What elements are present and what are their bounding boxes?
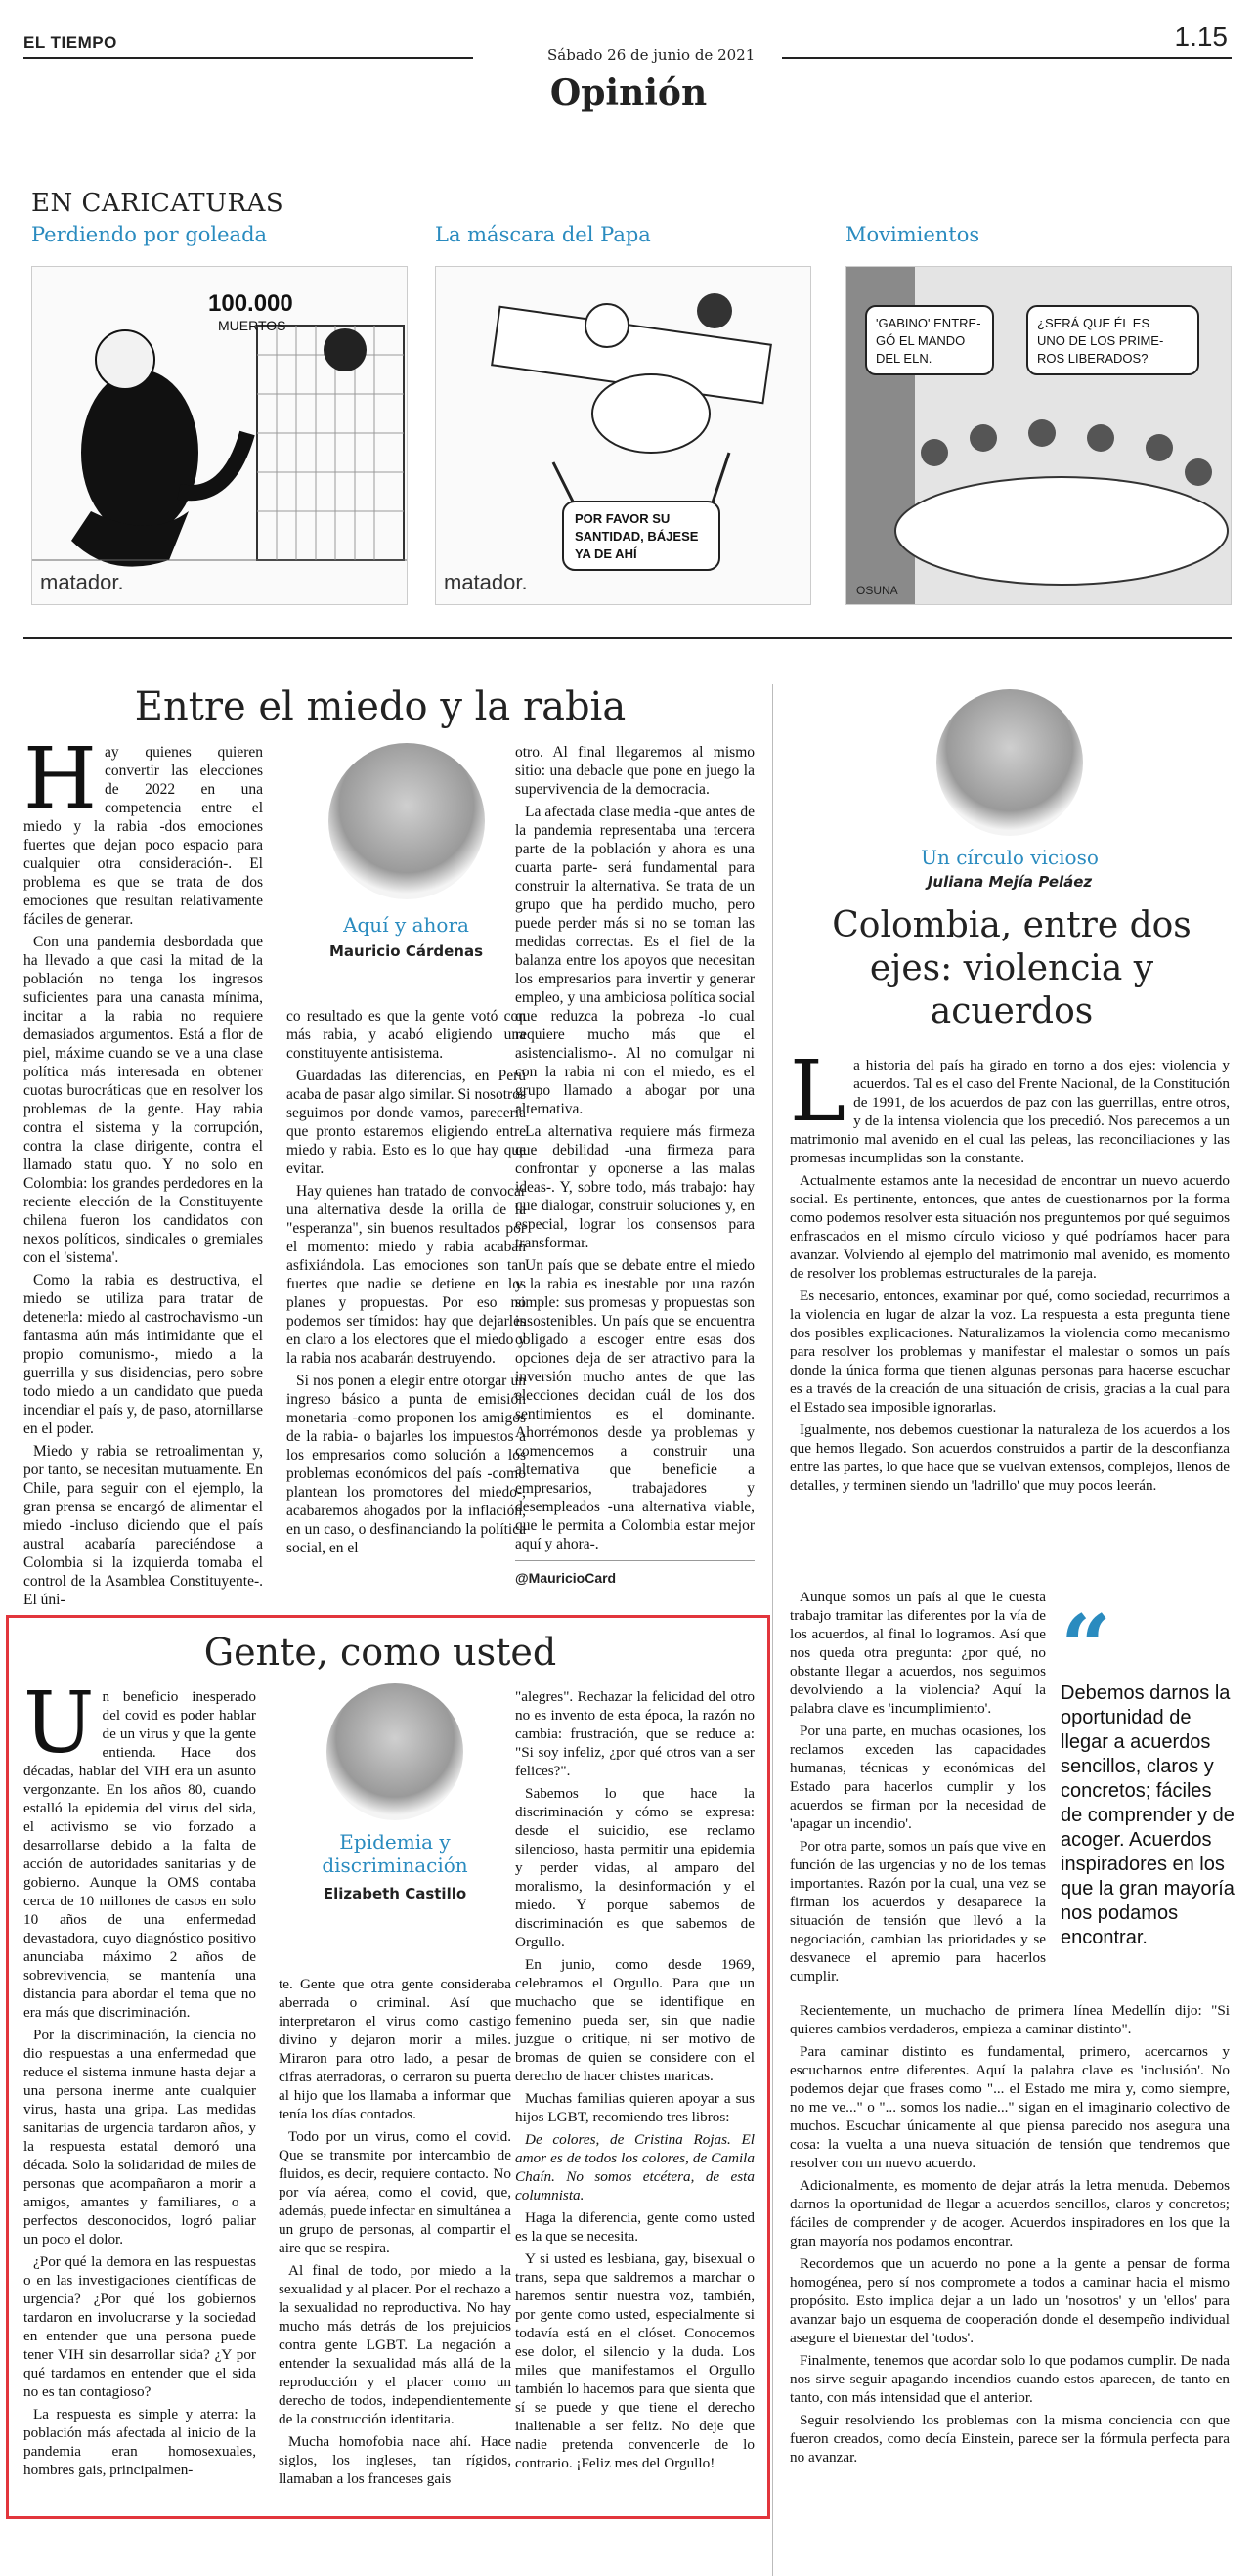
article1-headline: Entre el miedo y la rabia	[134, 684, 627, 729]
article2-p4: Igualmente, nos debemos cuestionar la naturaleza de los acuerdos a los que hemos llegado. Son acuerdos construidos a partir de la desconfianza entre las partes, lo que hace que se vuelvan extensos, complejos, llenos de detalles, y terminen siendo un 'ladrillo' que muy pocos leerán.	[790, 1421, 1230, 1494]
column-divider	[772, 684, 773, 2576]
article3-p2: Por la discriminación, la ciencia no dio respuestas a una enfermedad que reduce el sistema inmune hasta dejar a una persona inerme ante cualquier virus, hasta una gripa. Las medidas sanitarias de urgencia tardaron años, y la respuesta estatal demoró una década. Solo la solidaridad de miles de personas que acompañaron a morir a amigos, amantes y familiares, o a perfectos desconocidos, logró paliar un poco el dolor.	[23, 2027, 256, 2248]
article1-p8: Si nos ponen a elegir entre otorgar un ingreso básico a punta de emisión monetaria -como proponen los amigos de la rabia- o bajarles los impuestos a los empresarios como solución a los problemas económicos del país -como plantean los promotores del miedo-, acabaremos ahogados por la inflación, en un caso, o desfinanciando la política social, en el	[286, 1373, 526, 1556]
article2-tail	[790, 2001, 1230, 2470]
cartoon-3-text-5: UNO DE LOS PRIME-	[1037, 333, 1164, 348]
cartoon-1-drawing	[32, 267, 407, 604]
article2-author: Juliana Mejía Peláez	[927, 873, 1093, 891]
cartoon-3-text-2: GÓ EL MANDO	[876, 333, 966, 348]
author-photo-castillo	[326, 1683, 463, 1820]
pullquote	[1061, 1595, 1235, 1950]
cartoon-1-text-1: 100.000	[208, 290, 293, 317]
cartoon-2-text-3: YA DE AHÍ	[575, 546, 637, 561]
article1-p9: otro. Al final llegaremos al mismo sitio: una debacle que pone en juego la supervivencia de la democracia.	[515, 744, 755, 798]
article3-headline: Gente, como usted	[203, 1631, 557, 1674]
header-rule-left	[23, 57, 473, 59]
article2-headline: Colombia, entre dos ejes: violencia y acuerdos	[832, 905, 1192, 1031]
article1-col1	[23, 730, 263, 1613]
header-rule-right	[782, 57, 1232, 59]
cartoons-heading: EN CARICATURAS	[31, 189, 284, 218]
article1-p1: ay quienes quieren convertir las elecciones de 2022 en una competencia entre el miedo y la rabia -dos emociones fuertes que dejan poco espacio para cualquier otra consideración-. El problema es que se trata de dos emociones que resultan relativamente fáciles de generar.	[23, 744, 263, 928]
article2-p3: Es necesario, entonces, examinar por qué, como sociedad, recurrimos a la violencia en lugar de alzar la voz. La respuesta a esta pregunta tiene dos posibles explicaciones. Naturalizamos la violencia como mecanismo para resolver los problemas y manifestar el malestar o somos un país donde la única forma que tienen algunas personas para hacerse escuchar es a través de la creación de una situación de crisis, gracias a la cual para el Estado sea imposible ignorarlas.	[790, 1288, 1230, 1416]
article1-handle: @MauricioCard	[515, 1570, 617, 1586]
article3-p14: Haga la diferencia, gente como usted es la que se necesita.	[515, 2209, 755, 2245]
article1-column-name: Aquí y ahora	[343, 913, 469, 937]
cartoon-1-text-2: MUERTOS	[218, 318, 286, 333]
article2-p9: Para caminar distinto es fundamental, primero, acercarnos y escucharnos entre diferentes. Aquí la palabra clave es 'inclusión'. No podemos dejar que frases como "... el Estado me mira y, como siempre, no me ve..." o "... somos los nadie..." sigan en el imaginario colectivo de muchos. Escuchar únicamente al que piensa parecido nos asegura una cosa: la vuelta a una nueva situación de tensión que tendremos que resolver con un nuevo acuerdo.	[790, 2043, 1230, 2171]
article3-p9: "alegres". Rechazar la felicidad del otro no es invento de esta época, la razón no cambia: frustración, que se reduce a: "Si soy infeliz, ¿por qué otros van a ser felices?".	[515, 1688, 755, 1779]
cartoon-1-signature: matador.	[40, 570, 124, 594]
article3-byline	[279, 1683, 511, 1902]
article1-dropcap: H	[23, 730, 97, 828]
article3-p3: ¿Por qué la demora en las respuestas o en las investigaciones científicas de urgencia? ¿Por qué los gobiernos tardaron en involucrarse y la sociedad en entender que una persona puede tener VIH sin desarrollar sida? ¿Y por qué tardamos en entender que el sida no es tan contagioso?	[23, 2253, 256, 2400]
article2-p1: a historia del país ha girado en torno a dos ejes: violencia y acuerdos. Tal es el caso del Frente Nacional, de la Constitución de 1991, de los acuerdos de paz con las guerrillas, entre otros, y de la intensa violencia que los precedió. Nos parecemos a un matrimonio mal avenido en el cual las peleas, las reconciliaciones y las promesas incumplidas son la constante.	[790, 1057, 1230, 1166]
issue-date: Sábado 26 de junio de 2021	[547, 46, 756, 64]
section-divider	[23, 637, 1232, 639]
author-photo-cardenas	[328, 743, 485, 899]
article2-p13: Seguir resolviendo los problemas con la misma conciencia con que fueron creados, como decía Einstein, parece ser la fórmula perfecta para no avanzar.	[790, 2412, 1230, 2466]
article2-p5: Aunque somos un país al que le cuesta trabajo tramitar las diferentes por la vía de los acuerdos, al final lo logramos. Así que nos queda otra pregunta: ¿por qué, no obstante llegar a acuerdos, nos seguimos devolviendo a la violencia? Aquí la palabra clave es 'incumplimiento'.	[790, 1589, 1046, 1717]
article2-p6: Por una parte, en muchas ocasiones, los reclamos exceden las capacidades humanas, técnicas y económicas del Estado para hacerlos cumplir y los acuerdos se firman por la necesidad de 'apagar un incendio'.	[790, 1723, 1046, 1832]
article1-p12: Un país que se debate entre el miedo y la rabia es inestable por una razón simple: sus promesas y propuestas son insostenibles. Un país que se encuentra obligado a escoger entre esas dos opciones deja de ser atractivo para la inversión mucho antes de que las elecciones decidan cuál de los dos sentimientos es el dominante. Ahorrémonos desde ya problemas y comencemos a construir una alternativa que beneficie a empresarios, trabajadores y desempleados -una alternativa viable, que le permita a Colombia estar mejor aquí y ahora-.	[515, 1257, 755, 1552]
cartoon-1	[31, 266, 408, 605]
article2-p8: Recientemente, un muchacho de primera línea Medellín dijo: "Si quieres cambios verdaderos, empieza a caminar distinto".	[790, 2002, 1230, 2037]
article3-p15: Y si usted es lesbiana, gay, bisexual o trans, sepa que saldremos a marchar o haremos sentir nuestra voz, también, por gente como usted, especialmente si todavía está en el clóset. Conocemos ese dolor, el silencio y la duda. Los miles que manifestamos el Orgullo también lo hacemos para que sienta que sí se puede y que tiene el derecho inalienable a ser feliz. No deje que nadie pretenda convencerle de lo contrario. ¡Feliz mes del Orgullo!	[515, 2250, 755, 2471]
article3-p7: Al final de todo, por miedo a la sexualidad y al placer. Por el rechazo a la sexualidad no reproductiva. No hay mucho más detrás de los prejuicios contra gente LGBT. La negación a entender la sexualidad más allá de la reproducción y el placer como un derecho de todos, independientemente de la construcción identitaria.	[279, 2262, 511, 2427]
article2-p7: Por otra parte, somos un país que vive en función de las urgencias y no de los temas importantes. Razón por la cual, una vez se firman los acuerdos y desaparece la situación de tensión que llevó a la negociación, cambian las prioridades y se desvanece el apremio para hacerlos cumplir.	[790, 1838, 1046, 1985]
cartoon-2-text-2: SANTIDAD, BÁJESE	[575, 529, 699, 544]
article1-col2	[286, 1007, 526, 1561]
article2-column-name: Un círculo vicioso	[921, 846, 1099, 869]
article3-p1: n beneficio inesperado del covid es poder hablar de un virus y que la gente entienda. Hace dos décadas, hablar del VIH era un asunto vergonzante. En los años 80, cuando estalló la epidemia del virus del sida, el activismo se vio forzado a desarrollarse debido a la falta de acción de autoridades sanitarias y de gobierno. Aunque la OMS contaba cerca de 10 millones de casos en solo 10 años de una enfermedad devastadora, cuyo diagnóstico positivo anunciaba máximo 2 años de sobrevivencia, se mantenía una distancia para abordar el tema que no era más que discriminación.	[23, 1688, 256, 2021]
article1-p4: Miedo y rabia se retroalimentan y, por tanto, se necesitan mutuamente. En Chile, para seguir con el ejemplo, la gran prensa se encargó de alimentar el miedo -incluso diciendo que el país austral acabaría pareciéndose a Colombia si la izquierda tomaba el control de la Asamblea Constituyente-. El úni-	[23, 1443, 263, 1608]
article1-col3	[515, 743, 755, 1557]
article1-p2: Con una pandemia desbordada que ha llevado a que casi la mitad de la población no tenga los ingresos suficientes para una canasta mínima, incitar a la rabia no requiere demasiados argumentos. Está a flor de piel, máxime cuando se ve a una clase política más interesada en obtener cuotas burocráticas que en resolver los problemas de la gente. Hay rabia contra el sistema y la corrupción, contra la clase dirigente, contra el llamado statu quo. Y no solo en Colombia: los grandes perdedores en la reciente elección de la Constituyente chilena fueron los candidatos con nexos políticos, sindicales o gremiales con el 'sistema'.	[23, 934, 263, 1266]
article3-p5: te. Gente que otra gente consideraba aberrada o criminal. Así que interpretaron el virus como castigo divino y dejaron morir a miles. Miraron para otro lado, a pesar de cifras aterradoras, o cerraron su puerta al hijo que los llamaba a informar que tenía los días contados.	[279, 1976, 511, 2122]
article1-p6: Guardadas las diferencias, en Perú acaba de pasar algo similar. Si nosotros seguimos por donde vamos, parecería que pronto estaremos eligiendo entre miedo y rabia. Esto es lo que hay que evitar.	[286, 1068, 526, 1177]
article2-narrow-col	[790, 1588, 1046, 1989]
article3-p10: Sabemos lo que hace la discriminación y cómo se expresa: desde el suicidio, ese reclamo silencioso, hasta permitir una epidemia y perder vidas, al amparo del moralismo, la desinformación y el miedo. Y porque sabemos de discriminación es que sabemos de Orgullo.	[515, 1785, 755, 1950]
article1-p3: Como la rabia es destructiva, el miedo se utiliza para tratar de detenerla: miedo al castrochavismo -un fantasma aún más intimidante que el propio comunismo-, miedo a la guerrilla y sus disidencias, pero sobre todo miedo a un candidato que pueda incendiar el país y, de paso, atornillarse en el poder.	[23, 1272, 263, 1437]
article2-dropcap: L	[790, 1043, 846, 1141]
article3-p12: Muchas familias quieren apoyar a sus hijos LGBT, recomiendo tres libros:	[515, 2090, 755, 2125]
pullquote-text: Debemos darnos la oportunidad de llegar a acuerdos sencillos, claros y concretos; fáciles de comprender y de acoger. Acuerdos inspiradores en los que la gran mayoría nos podamos encontrar.	[1061, 1682, 1235, 1948]
quote-mark-icon: “	[1061, 1595, 1111, 1699]
article1-p5: co resultado es que la gente votó con más rabia, y acabó eligiendo una constituyente antisistema.	[286, 1008, 526, 1062]
cartoon-title-3: Movimientos	[845, 223, 980, 246]
article1-p10: La afectada clase media -que antes de la pandemia representaba una tercera parte de la población y ahora es una cuarta parte- será fundamental para construir la alternativa. Se trata de un grupo que ha perdido mucho, pero puede perder más si no se toman las medidas correctas. Es el fiel de la balanza entre los apoyos que necesitan los empresarios para invertir y generar empleo, y una ambiciosa política social que reduzca la pobreza -lo cual requiere mucho más que el asistencialismo-. Al no comulgar ni con la rabia ni con el miedo, es el grupo llamado a abogar por una alternativa.	[515, 804, 755, 1117]
article1-author: Mauricio Cárdenas	[329, 942, 483, 960]
article1-byline	[286, 743, 526, 960]
article3-p13: De colores, de Cristina Rojas. El amor es de todos los colores, de Camila Chaín. No somos etcétera, de esta columnista.	[515, 2131, 755, 2204]
cartoon-2-signature: matador.	[444, 570, 528, 594]
article3-dropcap: U	[23, 1675, 95, 1772]
cartoon-3-drawing	[846, 267, 1231, 604]
article3-author: Elizabeth Castillo	[323, 1885, 467, 1902]
article1-p7: Hay quienes han tratado de convocar una alternativa desde la orilla de la "esperanza", sin buenos resultados por el momento: miedo y rabia acaban asfixiándola. Las emociones son tan fuertes que nadie se detiene en los planes y propuestas. Por eso no podemos ser tímidos: hay que dejarles en claro a los electores que el miedo y la rabia nos acabarán destruyendo.	[286, 1183, 526, 1367]
cartoon-3-signature: OSUNA	[856, 584, 898, 597]
handle-rule	[515, 1560, 755, 1561]
article1-p11: La alternativa requiere más firmeza que debilidad -una firmeza para confrontar y oponerse a las malas ideas-. Y, sobre todo, más trabajo: hay que dialogar, construir soluciones y, en especial, lograr los consensos para transformar.	[515, 1123, 755, 1251]
article3-col3	[515, 1687, 755, 2476]
article3-col1	[23, 1675, 256, 2483]
cartoon-3-text-6: ROS LIBERADOS?	[1037, 351, 1149, 366]
article2-p12: Finalmente, tenemos que acordar solo lo que podamos cumplir. De nada nos sirve seguir apagando incendios cuando estos aparecen, de tanto en tanto, con más intensidad que el anterior.	[790, 2352, 1230, 2406]
page-number: 1.15	[1174, 22, 1228, 52]
cartoon-3-text-1: 'GABINO' ENTRE-	[876, 316, 981, 330]
section-title: Opinión	[549, 72, 708, 113]
article2-p2: Actualmente estamos ante la necesidad de encontrar un nuevo acuerdo social. Es pertinente, entonces, que antes de cuestionarnos por la forma como podemos resolver esta situación nos preguntemos por qué seguimos enfrascados en el mismo círculo vicioso y qué podríamos hacer para avanzar. Volviendo al ejemplo del matrimonio mal avenido, es momento de resolver los problemas estructurales de la pareja.	[790, 1172, 1230, 1282]
cartoon-2	[435, 266, 811, 605]
author-photo-mejia	[936, 689, 1083, 836]
cartoon-2-text-1: POR FAVOR SU	[575, 511, 671, 526]
article3-p6: Todo por un virus, como el covid. Que se transmite por intercambio de fluidos, es decir, requiere contacto. No por vía aérea, como el covid, que, además, puede infectar en simultánea a un grupo de personas, al compartir el aire que se respira.	[279, 2128, 511, 2256]
article3-p8: Mucha homofobia nace ahí. Hace siglos, los ingleses, tan rígidos, llamaban a los franceses gais	[279, 2433, 511, 2487]
article2-col	[790, 1043, 1230, 1499]
cartoon-3	[845, 266, 1232, 605]
article3-p4: La respuesta es simple y aterra: la población más afectada al inicio de la pandemia eran homosexuales, hombres gais, principalmen-	[23, 2406, 256, 2478]
cartoon-title-1: Perdiendo por goleada	[31, 223, 268, 246]
cartoon-title-2: La máscara del Papa	[435, 223, 651, 246]
article3-column-name: Epidemia y discriminación	[322, 1830, 468, 1877]
cartoon-3-text-3: DEL ELN.	[876, 351, 932, 366]
article2-p10: Adicionalmente, es momento de dejar atrás la letra menuda. Debemos darnos la oportunidad de llegar a acuerdos sencillos, claros y concretos; fáciles de comprender y de acoger. Acuerdos inspiradores en los que la gran mayoría nos podamos encontrar.	[790, 2177, 1230, 2249]
cartoon-3-text-4: ¿SERÁ QUE ÉL ES	[1037, 316, 1150, 330]
article2-p11: Recordemos que un acuerdo no pone a la gente a pensar de forma homogénea, pero sí nos compromete a todos a caminar hacia el mismo propósito. Esto implica dejar a un lado un 'nosotros' y un 'ellos' para avanzar bajo un esquema de cooperación donde el desempeño individual asegure el bienestar del 'todos'.	[790, 2255, 1230, 2346]
article2-byline	[782, 689, 1237, 891]
article3-col2	[279, 1975, 511, 2492]
masthead-brand: EL TIEMPO	[23, 33, 117, 52]
cartoon-2-drawing	[436, 267, 810, 604]
article3-p11: En junio, como desde 1969, celebramos el Orgullo. Para que un muchacho que se identifique en femenino pueda ser, sin que nadie juzgue o critique, ni ser motivo de bromas de quien se considere con el derecho de hacer chistes maricas.	[515, 1956, 755, 2084]
